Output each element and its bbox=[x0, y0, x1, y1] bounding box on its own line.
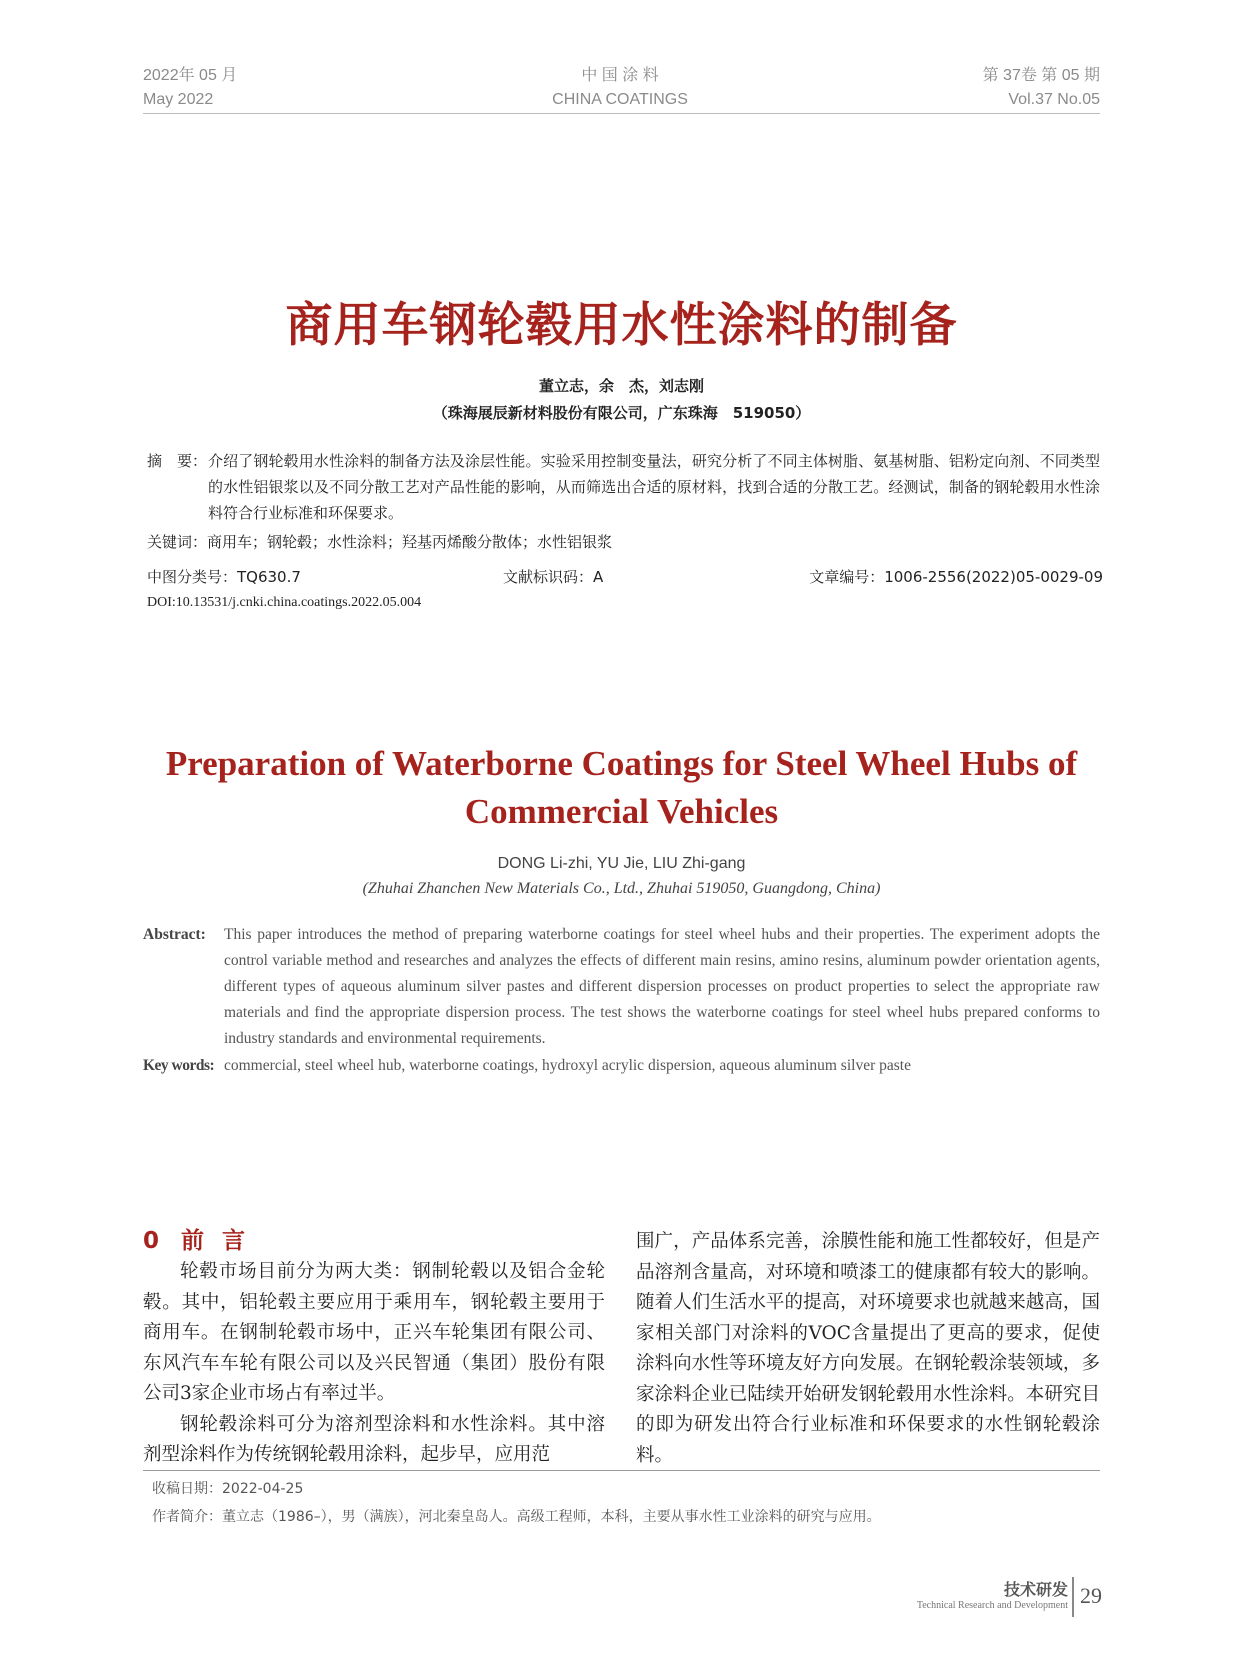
body-column-right bbox=[636, 1227, 1100, 1471]
keywords-en bbox=[143, 1053, 1100, 1079]
header-journal-cn: 中 国 涂 料 bbox=[581, 67, 659, 84]
header-date-en: May 2022 bbox=[143, 91, 214, 108]
header-volume-en: Vol.37 No.05 bbox=[1008, 91, 1100, 108]
abstract-en-label: Abstract: bbox=[143, 926, 206, 943]
title-en-line1: Preparation of Waterborne Coatings for Steel Wheel Hubs of bbox=[165, 744, 1078, 783]
doi: DOI:10.13531/j.cnki.china.coatings.2022.05.004 bbox=[147, 595, 422, 610]
article-number: 文章编号：1006-2556(2022)05-0029-09 bbox=[809, 568, 1103, 586]
body-column-left bbox=[143, 1257, 605, 1471]
authors-en: DONG Li-zhi, YU Jie, LIU Zhi-gang bbox=[497, 855, 746, 872]
authors-cn: 董立志，余 杰，刘志刚 bbox=[538, 377, 704, 395]
header-rule bbox=[143, 113, 1100, 114]
paragraph: 围广，产品体系完善，涂膜性能和施工性都较好，但是产品溶剂含量高，对环境和喷漆工的健康都有较大的影响。随着人们生活水平的提高，对环境要求也就越来越高，国家相关部门对涂料的VOC含量提出了更高的要求，促使涂料向水性等环境友好方向发展。在钢轮毂涂装领域，多家涂料企业已陆续开始研发钢轮毂用水性涂料。本研究目的即为研发出符合行业标准和环保要求的水性钢轮毂涂料。 bbox=[636, 1231, 1100, 1466]
abstract-cn-text: 介绍了钢轮毂用水性涂料的制备方法及涂层性能。实验采用控制变量法，研究分析了不同主体树脂、氨基树脂、铝粉定向剂、不同类型的水性铝银浆以及不同分散工艺对产品性能的影响，从而筛选出合适的原材料，找到合适的分散工艺。经测试，制备的钢轮毂用水性涂料符合行业标准和环保要求。 bbox=[208, 452, 1100, 522]
footer-section-cn: 技术研发 bbox=[1003, 1580, 1068, 1599]
page-number: 29 bbox=[1080, 1583, 1102, 1608]
classification-number: 中图分类号：TQ630.7 bbox=[147, 568, 301, 586]
paragraph: 钢轮毂涂料可分为溶剂型涂料和水性涂料。其中溶剂型涂料作为传统钢轮毂用涂料，起步早，应用范 bbox=[143, 1413, 605, 1465]
header-date-cn: 2022年 05 月 bbox=[143, 67, 238, 84]
header-journal-en: CHINA COATINGS bbox=[552, 91, 688, 108]
header-date bbox=[143, 64, 237, 112]
keywords-en-label: Key words: bbox=[143, 1057, 215, 1074]
abstract-cn-label: 摘 要： bbox=[147, 452, 208, 470]
paragraph: 轮毂市场目前分为两大类：钢制轮毂以及铝合金轮毂。其中，铝轮毂主要应用于乘用车，钢轮毂主要用于商用车。在钢制轮毂市场中，正兴车轮集团有限公司、东风汽车车轮有限公司以及兴民智通（集团）股份有限公司3家企业市场占有率过半。 bbox=[143, 1261, 605, 1404]
header-journal bbox=[520, 64, 720, 112]
title-en bbox=[143, 740, 1100, 836]
header-volume bbox=[983, 64, 1100, 112]
footer-section-en: Technical Research and Development bbox=[916, 1600, 1068, 1611]
section-number: 0 bbox=[143, 1228, 160, 1254]
footer-divider bbox=[1072, 1577, 1074, 1617]
affiliation-cn: （珠海展辰新材料股份有限公司，广东珠海 519050） bbox=[432, 404, 811, 422]
footnote-received: 收稿日期：2022-04-25 bbox=[152, 1481, 304, 1497]
abstract-en bbox=[143, 922, 1100, 1052]
section-title: 前言 bbox=[181, 1228, 264, 1254]
abstract-cn bbox=[147, 448, 1100, 526]
abstract-en-text: This paper introduces the method of preparing waterborne coatings for steel wheel hubs and their properties. The experiment adopts the control variable method and researches and analyzes the effects of different main resins, amino resins, aluminum powder orientation agents, different types of aqueous aluminum silver pastes and different dispersion processes on product properties to select the appropriate raw materials and find the appropriate dispersion process. The test shows the waterborne coatings for steel wheel hubs prepared conforms to industry standards and environmental requirements. bbox=[224, 926, 1100, 1047]
affiliation-en: (Zhuhai Zhanchen New Materials Co., Ltd., Zhuhai 519050, Guangdong, China) bbox=[362, 880, 881, 897]
keywords-en-text: commercial, steel wheel hub, waterborne coatings, hydroxyl acrylic dispersion, aqueous aluminum silver paste bbox=[224, 1057, 911, 1074]
keywords-cn: 关键词：商用车；钢轮毂；水性涂料；羟基丙烯酸分散体；水性铝银浆 bbox=[147, 533, 613, 551]
title-en-line2: Commercial Vehicles bbox=[464, 792, 779, 831]
footnote-rule bbox=[143, 1470, 1100, 1471]
footnote-author-bio: 作者简介：董立志（1986–），男（满族），河北秦皇岛人。高级工程师，本科，主要从事水性工业涂料的研究与应用。 bbox=[152, 1509, 881, 1525]
header-volume-cn: 第 37卷 第 05 期 bbox=[982, 67, 1100, 84]
title-cn: 商用车钢轮毂用水性涂料的制备 bbox=[285, 298, 958, 353]
document-code: 文献标识码：A bbox=[503, 568, 604, 586]
section-heading bbox=[143, 1222, 263, 1255]
